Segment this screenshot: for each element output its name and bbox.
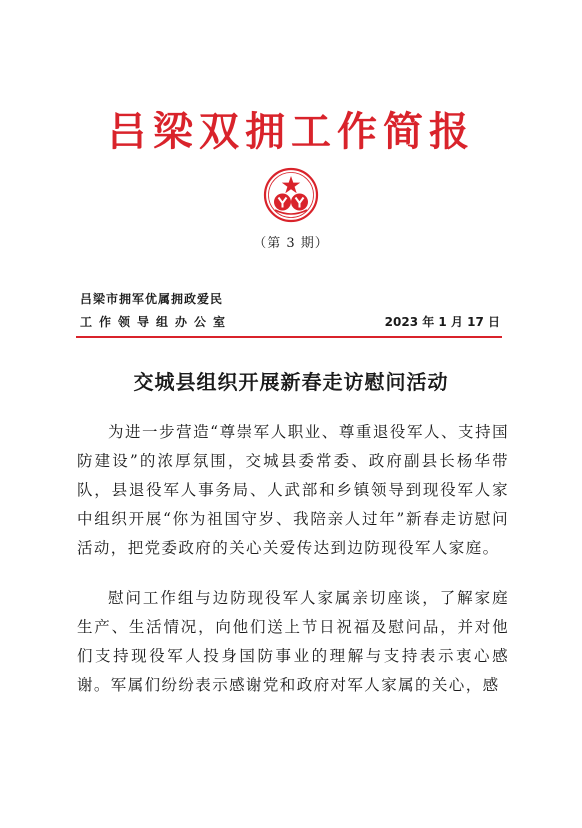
issue-date: 2023 年 1 月 17 日 xyxy=(384,315,500,329)
issue-number: （第 3 期） xyxy=(253,236,329,251)
header-divider xyxy=(76,336,502,338)
article-paragraph-2: 慰问工作组与边防现役军人家属亲切座谈，了解家庭生产、生活情况，向他们送上节日祝福及慰问品，并对他们支持现役军人投身国防事业的理解与支持表示衷心感谢。军属们纷纷表示感谢党和政府对军人家属的关心，感 xyxy=(77,589,509,694)
article-paragraph-1: 为进一步营造“尊崇军人职业、尊重退役军人、支持国防建设”的浓厚氛围，交城县委常委、政府副县长杨华带队，县退役军人事务局、人武部和乡镇领导到现役军人家中组织开展“你为祖国守岁、我陪亲人过年”新春走访慰问活动，把党委政府的关心关爱传达到边防现役军人家庭。 xyxy=(77,423,509,557)
issuer-org-line2: 工作领导组办公室 xyxy=(80,315,233,329)
bulletin-masthead: 吕梁双拥工作简报 xyxy=(107,108,475,155)
article-title: 交城县组织开展新春走访慰问活动 xyxy=(133,370,449,394)
double-support-emblem-icon xyxy=(263,167,319,223)
issuer-org-line1: 吕梁市拥军优属拥政爱民 xyxy=(80,292,224,306)
